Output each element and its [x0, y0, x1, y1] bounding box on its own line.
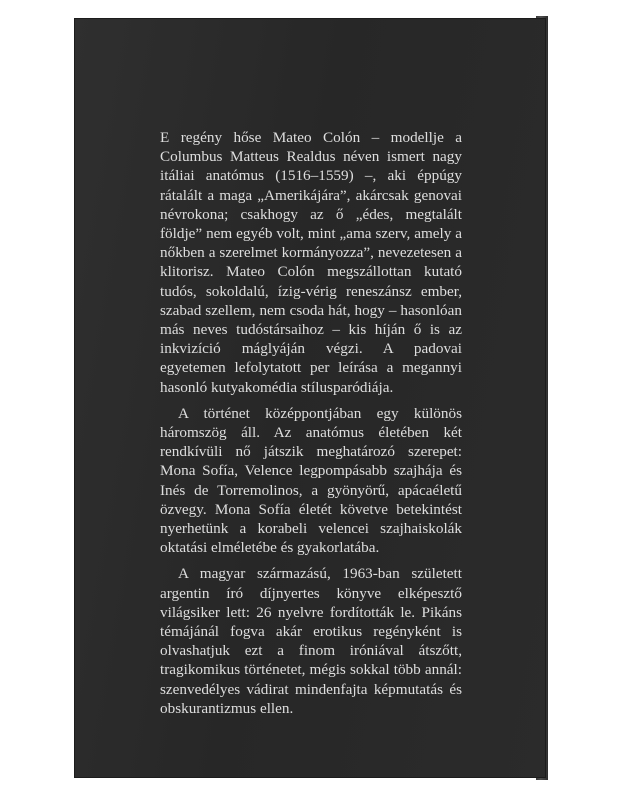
blurb-paragraph-3: A magyar származású, 1963-ban született argentin író díjnyertes könyve elképesztő világsiker lett: 26 nyelvre fordították le. Pikáns témájánál fogva akár erotikus regényként is olvashatjuk ezt a finom iróniával átszőtt, tragikomikus történetet, mégis sokkal több annál: szenvedélyes vádirat mindenfajta képmutatás és obskurantizmus ellen. — [160, 565, 462, 717]
blurb-paragraph-1: E regény hőse Mateo Colón – modellje a Columbus Matteus Realdus néven ismert nagy itáliai anatómus (1516–1559) –, aki éppúgy rátalált a maga „Amerikájára”, akárcsak genovai névrokona; csakhogy az ő „édes, megtalált földje” nem egyéb volt, mint „ama szerv, amely a nőkben a szerelmet kormányozza”, nevezetesen a klitorisz. Mateo Colón megszállottan kutató tudós, sokoldalú, ízig-vérig reneszánsz ember, szabad szellem, nem csoda hát, hogy – hasonlóan más neves tudóstársaihoz – kis híján ő is az inkvizíció máglyáján végzi. A padovai egyetemen lefolytatott per leírása a megannyi hasonló kutyakomédia stílusparódiája. — [160, 129, 462, 396]
blurb-paragraph-2: A történet középpontjában egy különös háromszög áll. Az anatómus életében két rendkívüli nő játszik meghatározó szerepet: Mona Sofía, Velence legpompásabb szajhája és Inés de Torremolinos, a gyönyörű, apácaéletű özvegy. Mona Sofía életét követve betekintést nyerhetünk a korabeli velencei szajhaiskolák oktatási elméletébe és gyakorlatába. — [160, 404, 462, 557]
back-cover-blurb — [160, 128, 462, 725]
